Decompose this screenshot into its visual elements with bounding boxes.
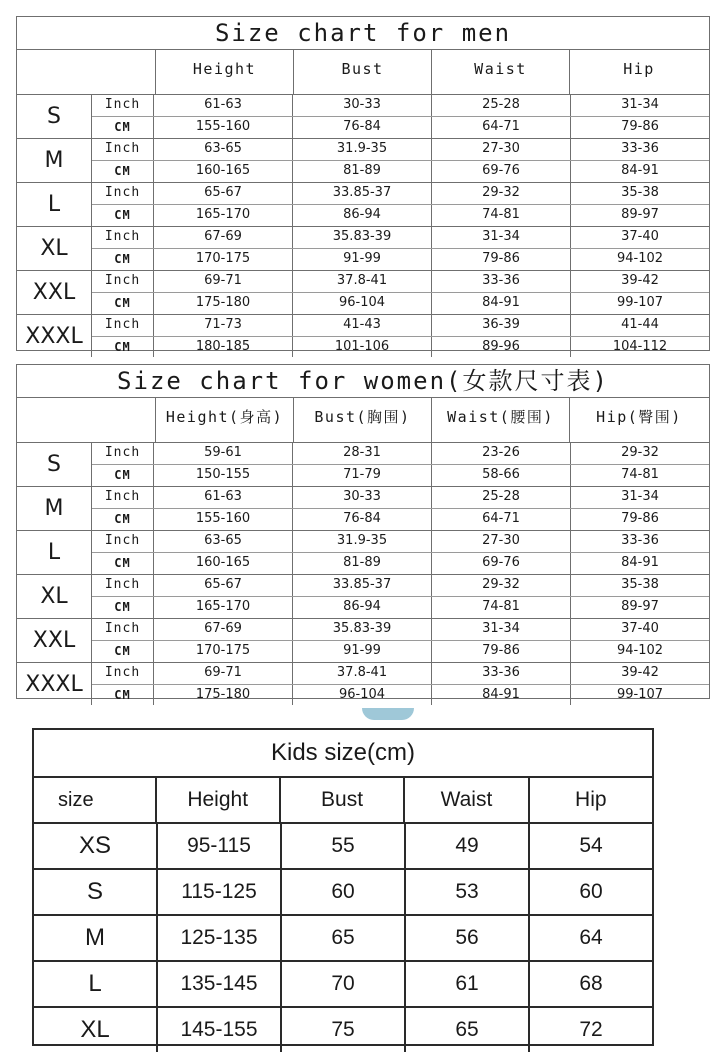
men-cell: 180-185 bbox=[154, 337, 293, 358]
kids-size-row bbox=[34, 916, 652, 962]
men-header-corner bbox=[17, 50, 156, 94]
women-unit-rows bbox=[92, 487, 709, 530]
women-cell: 37.8-41 bbox=[293, 663, 432, 684]
women-cm-row bbox=[92, 596, 709, 618]
men-cell: 35-38 bbox=[621, 185, 659, 200]
men-inch-row bbox=[92, 139, 709, 160]
women-cell: 91-99 bbox=[293, 641, 432, 662]
women-unit-rows bbox=[92, 531, 709, 574]
women-header-row bbox=[17, 398, 709, 443]
women-size-row bbox=[17, 487, 709, 531]
men-unit-label: CM bbox=[92, 249, 154, 270]
men-cell: 67-69 bbox=[154, 227, 293, 248]
women-unit-label: CM bbox=[92, 685, 154, 706]
men-cell: 79-86 bbox=[432, 249, 571, 270]
women-cell: 58-66 bbox=[432, 465, 571, 486]
women-cm-row bbox=[92, 552, 709, 574]
men-column-header: Hip bbox=[623, 60, 655, 78]
men-unit-label: Inch bbox=[92, 315, 154, 336]
kids-cell: 53 bbox=[406, 870, 530, 914]
men-unit-rows bbox=[92, 95, 709, 138]
women-unit-label: CM bbox=[92, 465, 154, 486]
men-unit-label: Inch bbox=[92, 227, 154, 248]
men-cell: 99-107 bbox=[616, 295, 664, 310]
men-cell: 104-112 bbox=[612, 338, 668, 354]
women-cell: 35.83-39 bbox=[293, 619, 432, 640]
men-cell: 33-36 bbox=[432, 271, 571, 292]
men-cell: 101-106 bbox=[293, 337, 432, 358]
women-cell: 170-175 bbox=[154, 641, 293, 662]
kids-cell: 65 bbox=[282, 916, 406, 960]
women-cell: 31-34 bbox=[432, 619, 571, 640]
men-size-label: L bbox=[17, 183, 92, 226]
men-unit-rows bbox=[92, 183, 709, 226]
kids-size-row bbox=[34, 1008, 652, 1052]
men-cell: 175-180 bbox=[154, 293, 293, 314]
men-size-row bbox=[17, 139, 709, 183]
men-cell: 33.85-37 bbox=[293, 183, 432, 204]
women-unit-label: CM bbox=[92, 509, 154, 530]
men-unit-rows bbox=[92, 315, 709, 357]
women-size-row bbox=[17, 575, 709, 619]
women-size-label: XXXL bbox=[17, 663, 92, 705]
men-cm-row bbox=[92, 160, 709, 182]
kids-cell: 125-135 bbox=[158, 916, 282, 960]
women-cell: 35-38 bbox=[621, 577, 659, 592]
kids-cell: 49 bbox=[406, 824, 530, 868]
men-cell: 69-76 bbox=[432, 161, 571, 182]
women-size-row bbox=[17, 443, 709, 487]
women-cell: 74-81 bbox=[432, 597, 571, 618]
men-cell: 79-86 bbox=[621, 119, 659, 134]
women-inch-row bbox=[92, 619, 709, 640]
men-cell: 86-94 bbox=[293, 205, 432, 226]
men-size-row bbox=[17, 227, 709, 271]
men-unit-label: Inch bbox=[92, 139, 154, 160]
men-cell: 81-89 bbox=[293, 161, 432, 182]
women-cell: 99-107 bbox=[616, 686, 664, 702]
women-cell: 29-32 bbox=[621, 445, 659, 460]
men-size-row bbox=[17, 95, 709, 139]
men-cell: 170-175 bbox=[154, 249, 293, 270]
women-cell: 61-63 bbox=[154, 487, 293, 508]
women-inch-row bbox=[92, 575, 709, 596]
women-cell: 84-91 bbox=[621, 555, 659, 570]
men-cell: 89-96 bbox=[432, 337, 571, 358]
men-cell: 25-28 bbox=[432, 95, 571, 116]
men-cell: 71-73 bbox=[154, 315, 293, 336]
men-unit-label: Inch bbox=[92, 95, 154, 116]
women-column-header: Height(身高) bbox=[156, 398, 294, 442]
kids-cell: 135-145 bbox=[158, 962, 282, 1006]
women-unit-label: CM bbox=[92, 553, 154, 574]
kids-cell: 64 bbox=[579, 926, 603, 949]
women-unit-rows bbox=[92, 443, 709, 486]
men-cell: 63-65 bbox=[154, 139, 293, 160]
kids-cell: 115-125 bbox=[158, 870, 282, 914]
women-size-label: S bbox=[17, 443, 92, 486]
women-cell: 65-67 bbox=[154, 575, 293, 596]
men-cell: 76-84 bbox=[293, 117, 432, 138]
men-cm-row bbox=[92, 292, 709, 314]
kids-column-header: Bust bbox=[281, 778, 405, 822]
kids-cell: 54 bbox=[579, 834, 603, 857]
men-cell: 65-67 bbox=[154, 183, 293, 204]
women-cell: 175-180 bbox=[154, 685, 293, 706]
women-cm-row bbox=[92, 684, 709, 706]
women-cell: 89-97 bbox=[621, 599, 659, 614]
men-cell: 31-34 bbox=[432, 227, 571, 248]
women-cell: 59-61 bbox=[154, 443, 293, 464]
women-unit-label: Inch bbox=[92, 663, 154, 684]
women-column-header: Bust(胸围) bbox=[294, 398, 432, 442]
kids-cell: 65 bbox=[406, 1008, 530, 1052]
women-size-label: M bbox=[17, 487, 92, 530]
men-cell: 30-33 bbox=[293, 95, 432, 116]
men-cell: 31.9-35 bbox=[293, 139, 432, 160]
kids-cell: 55 bbox=[282, 824, 406, 868]
men-inch-row bbox=[92, 315, 709, 336]
women-cell: 28-31 bbox=[293, 443, 432, 464]
men-size-row bbox=[17, 183, 709, 227]
men-size-label: M bbox=[17, 139, 92, 182]
women-cell: 86-94 bbox=[293, 597, 432, 618]
kids-size-row bbox=[34, 870, 652, 916]
kids-cell: 68 bbox=[579, 972, 603, 995]
kids-size-label: M bbox=[34, 916, 158, 960]
women-cell: 25-28 bbox=[432, 487, 571, 508]
women-unit-rows bbox=[92, 663, 709, 705]
men-chart-title: Size chart for men bbox=[17, 17, 709, 50]
women-column-header: Waist(腰围) bbox=[432, 398, 570, 442]
kids-column-header: Height bbox=[157, 778, 281, 822]
men-size-label: XXXL bbox=[17, 315, 92, 357]
women-cell: 76-84 bbox=[293, 509, 432, 530]
men-inch-row bbox=[92, 95, 709, 116]
women-size-row bbox=[17, 663, 709, 705]
women-cell: 94-102 bbox=[616, 643, 664, 658]
women-size-label: XL bbox=[17, 575, 92, 618]
men-unit-label: CM bbox=[92, 161, 154, 182]
men-cell: 84-91 bbox=[432, 293, 571, 314]
kids-cell: 60 bbox=[579, 880, 603, 903]
women-cell: 23-26 bbox=[432, 443, 571, 464]
men-cell: 31-34 bbox=[621, 97, 659, 112]
men-cell: 155-160 bbox=[154, 117, 293, 138]
kids-cell: 60 bbox=[282, 870, 406, 914]
men-cm-row bbox=[92, 204, 709, 226]
women-size-label: L bbox=[17, 531, 92, 574]
women-cell: 150-155 bbox=[154, 465, 293, 486]
men-cell: 39-42 bbox=[621, 273, 659, 288]
kids-cell: 72 bbox=[579, 1018, 603, 1041]
women-cell: 33-36 bbox=[432, 663, 571, 684]
men-cell: 41-44 bbox=[621, 317, 659, 332]
women-cell: 79-86 bbox=[621, 511, 659, 526]
women-cell: 155-160 bbox=[154, 509, 293, 530]
women-cell: 79-86 bbox=[432, 641, 571, 662]
kids-cell: 95-115 bbox=[158, 824, 282, 868]
women-cell: 81-89 bbox=[293, 553, 432, 574]
kids-column-header: size bbox=[34, 778, 157, 822]
women-column-header: Hip(臀围) bbox=[596, 408, 682, 426]
men-unit-label: CM bbox=[92, 117, 154, 138]
kids-size-label: XL bbox=[34, 1008, 158, 1052]
women-unit-rows bbox=[92, 575, 709, 618]
men-column-header: Bust bbox=[294, 50, 432, 94]
men-cell: 35.83-39 bbox=[293, 227, 432, 248]
kids-cell: 61 bbox=[406, 962, 530, 1006]
women-cell: 96-104 bbox=[293, 685, 432, 706]
men-cell: 74-81 bbox=[432, 205, 571, 226]
men-cell: 84-91 bbox=[621, 163, 659, 178]
women-cell: 33.85-37 bbox=[293, 575, 432, 596]
kids-size-chart bbox=[32, 728, 654, 1046]
kids-size-label: L bbox=[34, 962, 158, 1006]
men-inch-row bbox=[92, 227, 709, 248]
men-cell: 91-99 bbox=[293, 249, 432, 270]
decorative-shape bbox=[362, 708, 414, 720]
men-column-header: Waist bbox=[432, 50, 570, 94]
women-cell: 71-79 bbox=[293, 465, 432, 486]
women-cm-row bbox=[92, 508, 709, 530]
kids-cell: 145-155 bbox=[158, 1008, 282, 1052]
women-cell: 33-36 bbox=[621, 533, 659, 548]
women-cell: 160-165 bbox=[154, 553, 293, 574]
men-unit-rows bbox=[92, 271, 709, 314]
women-cell: 84-91 bbox=[432, 685, 571, 706]
men-size-label: XXL bbox=[17, 271, 92, 314]
men-cell: 37-40 bbox=[621, 229, 659, 244]
kids-size-row bbox=[34, 824, 652, 870]
women-cell: 69-71 bbox=[154, 663, 293, 684]
men-inch-row bbox=[92, 183, 709, 204]
men-cell: 33-36 bbox=[621, 141, 659, 156]
men-cell: 27-30 bbox=[432, 139, 571, 160]
women-cell: 37-40 bbox=[621, 621, 659, 636]
men-cell: 29-32 bbox=[432, 183, 571, 204]
women-unit-label: CM bbox=[92, 641, 154, 662]
women-cell: 30-33 bbox=[293, 487, 432, 508]
men-cell: 96-104 bbox=[293, 293, 432, 314]
women-cell: 39-42 bbox=[621, 665, 659, 680]
women-cell: 29-32 bbox=[432, 575, 571, 596]
kids-header-row bbox=[34, 778, 652, 824]
men-column-header: Height bbox=[156, 50, 294, 94]
women-unit-label: Inch bbox=[92, 487, 154, 508]
men-cell: 37.8-41 bbox=[293, 271, 432, 292]
women-inch-row bbox=[92, 531, 709, 552]
women-unit-label: Inch bbox=[92, 619, 154, 640]
women-unit-label: CM bbox=[92, 597, 154, 618]
kids-cell: 75 bbox=[282, 1008, 406, 1052]
men-unit-label: Inch bbox=[92, 271, 154, 292]
kids-column-header: Waist bbox=[405, 778, 529, 822]
women-inch-row bbox=[92, 443, 709, 464]
women-inch-row bbox=[92, 487, 709, 508]
women-unit-label: Inch bbox=[92, 575, 154, 596]
men-cell: 36-39 bbox=[432, 315, 571, 336]
men-unit-label: CM bbox=[92, 293, 154, 314]
men-unit-label: Inch bbox=[92, 183, 154, 204]
women-cell: 63-65 bbox=[154, 531, 293, 552]
men-cell: 69-71 bbox=[154, 271, 293, 292]
men-unit-rows bbox=[92, 139, 709, 182]
women-unit-label: Inch bbox=[92, 531, 154, 552]
women-cell: 69-76 bbox=[432, 553, 571, 574]
kids-size-row bbox=[34, 962, 652, 1008]
women-cell: 64-71 bbox=[432, 509, 571, 530]
kids-column-header: Hip bbox=[575, 788, 607, 811]
men-header-row bbox=[17, 50, 709, 95]
men-unit-label: CM bbox=[92, 337, 154, 358]
women-cell: 27-30 bbox=[432, 531, 571, 552]
men-unit-label: CM bbox=[92, 205, 154, 226]
men-cell: 94-102 bbox=[616, 251, 664, 266]
kids-chart-title: Kids size(cm) bbox=[34, 730, 652, 778]
kids-size-label: S bbox=[34, 870, 158, 914]
men-size-row bbox=[17, 315, 709, 357]
men-size-label: XL bbox=[17, 227, 92, 270]
men-cm-row bbox=[92, 248, 709, 270]
women-cm-row bbox=[92, 464, 709, 486]
men-inch-row bbox=[92, 271, 709, 292]
women-header-corner bbox=[17, 398, 156, 442]
women-cell: 67-69 bbox=[154, 619, 293, 640]
kids-cell: 56 bbox=[406, 916, 530, 960]
men-cell: 64-71 bbox=[432, 117, 571, 138]
women-cell: 31.9-35 bbox=[293, 531, 432, 552]
kids-cell: 70 bbox=[282, 962, 406, 1006]
men-cell: 160-165 bbox=[154, 161, 293, 182]
women-size-row bbox=[17, 531, 709, 575]
women-unit-rows bbox=[92, 619, 709, 662]
women-size-chart bbox=[16, 364, 710, 702]
men-size-row bbox=[17, 271, 709, 315]
men-cell: 165-170 bbox=[154, 205, 293, 226]
men-cell: 41-43 bbox=[293, 315, 432, 336]
women-cell: 74-81 bbox=[621, 467, 659, 482]
men-size-chart bbox=[16, 16, 710, 354]
women-unit-label: Inch bbox=[92, 443, 154, 464]
men-cell: 61-63 bbox=[154, 95, 293, 116]
men-cell: 89-97 bbox=[621, 207, 659, 222]
men-size-label: S bbox=[17, 95, 92, 138]
women-inch-row bbox=[92, 663, 709, 684]
women-chart-title: Size chart for women(女款尺寸表) bbox=[17, 365, 709, 398]
women-size-row bbox=[17, 619, 709, 663]
women-cell: 165-170 bbox=[154, 597, 293, 618]
men-cm-row bbox=[92, 116, 709, 138]
men-unit-rows bbox=[92, 227, 709, 270]
women-cell: 31-34 bbox=[621, 489, 659, 504]
men-cm-row bbox=[92, 336, 709, 358]
women-size-label: XXL bbox=[17, 619, 92, 662]
kids-size-label: XS bbox=[34, 824, 158, 868]
women-cm-row bbox=[92, 640, 709, 662]
